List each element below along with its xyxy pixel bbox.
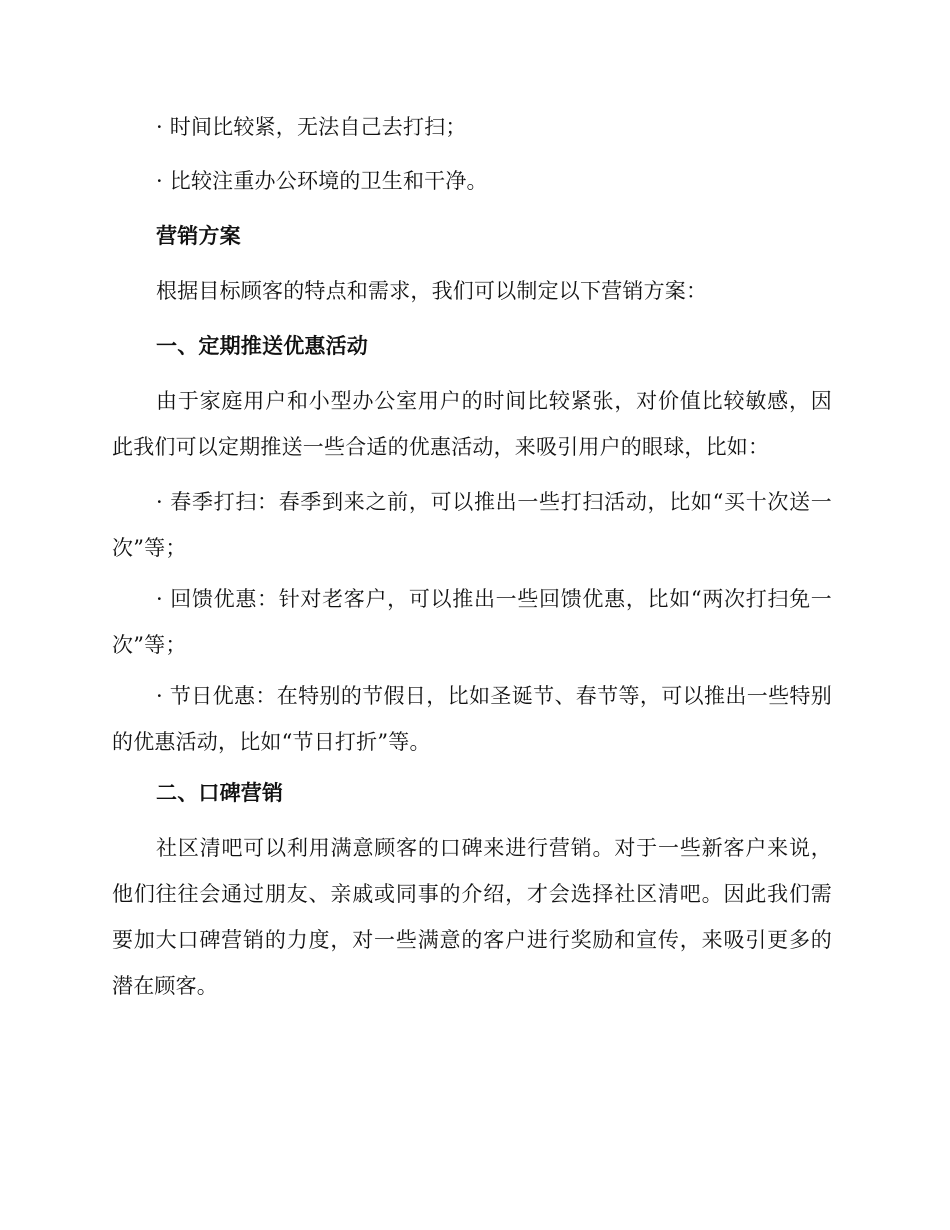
document-page — [112, 104, 832, 1009]
bullet-office-clean: · 比较注重办公环境的卫生和干净。 — [156, 169, 488, 193]
bullet-time-tight: · 时间比较紧，无法自己去打扫； — [156, 115, 467, 139]
heading-marketing-plan: 营销方案 — [156, 224, 241, 248]
heading-promotions: 一、定期推送优惠活动 — [156, 334, 368, 358]
bullet-loyalty-discount: · 回馈优惠：针对老客户，可以推出一些回馈优惠，比如“两次打扫免一次”等； — [112, 587, 832, 657]
word-of-mouth-paragraph: 社区清吧可以利用满意顾客的口碑来进行营销。对于一些新客户来说，他们往往会通过朋友、亲戚或同事的介绍，才会选择社区清吧。因此我们需要加大口碑营销的力度，对一些满意的客户进行奖励和宣传，来吸引更多的潜在顾客。 — [112, 836, 832, 998]
promotions-paragraph: 由于家庭用户和小型办公室用户的时间比较紧张，对价值比较敏感，因此我们可以定期推送一些合适的优惠活动，来吸引用户的眼球，比如： — [112, 389, 832, 459]
heading-word-of-mouth: 二、口碑营销 — [156, 781, 284, 805]
intro-paragraph: 根据目标顾客的特点和需求，我们可以制定以下营销方案： — [156, 279, 708, 303]
bullet-spring-cleaning: · 春季打扫：春季到来之前，可以推出一些打扫活动，比如“买十次送一次”等； — [112, 490, 832, 560]
bullet-holiday-discount: · 节日优惠：在特别的节假日，比如圣诞节、春节等，可以推出一些特别的优惠活动，比如“节日打折”等。 — [112, 684, 832, 754]
